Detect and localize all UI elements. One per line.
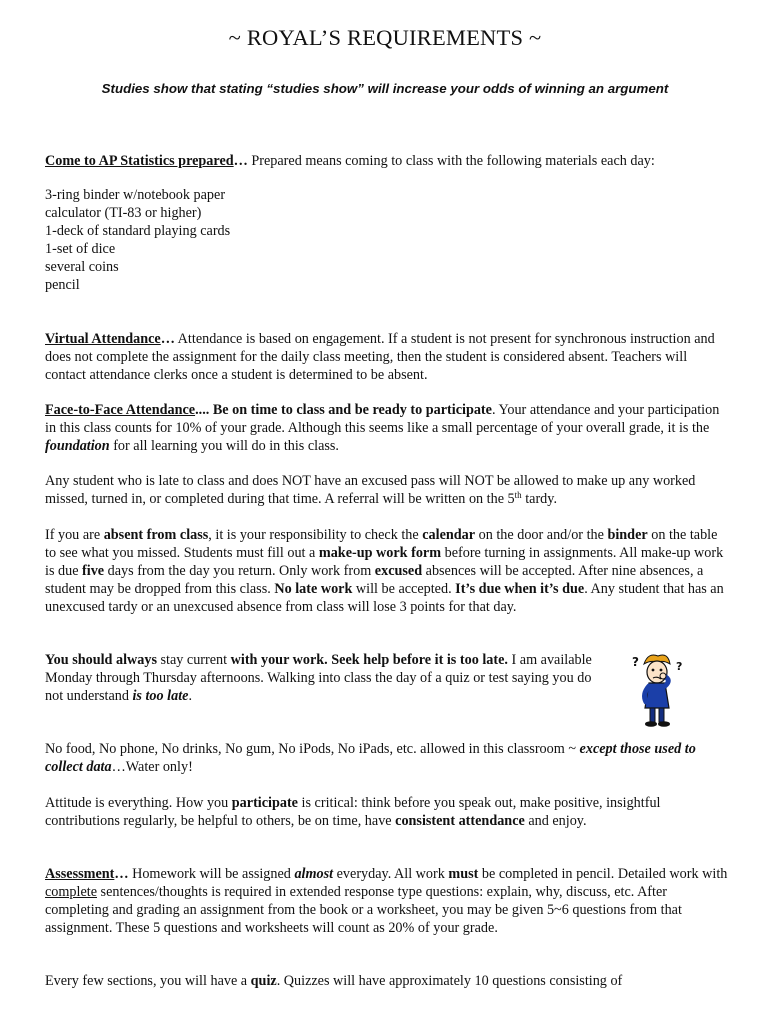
tardy-paragraph: Any student who is late to class and does NOT have an excused pass will NOT be allowed to make up any worked missed, turned in, or completed during that time. A referral will be written on the 5th tardy.: [45, 473, 696, 507]
list-item: 1-set of dice: [45, 241, 116, 257]
prepared-section: [45, 152, 730, 294]
page-subtitle: Studies show that stating “studies show” will increase your odds of winning an argument: [101, 81, 669, 96]
list-item: several coins: [45, 259, 119, 275]
virtual-attendance-paragraph: Virtual Attendance… Attendance is based on engagement. If a student is not present for synchronous instruction and does not complete the assignment for the daily class meeting, then the student is considered absent. Teachers will contact attendance clerks once a student is determined to be absent.: [45, 331, 715, 383]
assessment-heading: Assessment: [45, 866, 115, 882]
absence-paragraph: If you are absent from class, it is your responsibility to check the calendar on the door and/or the binder on the table to see what you missed. Students must fill out a make-up work form before turning in assignments. All make-up work is due five days from the day you return. Only work from excused absences will be accepted. After nine absences, a student may be dropped from this class. No late work will be accepted. It’s due when it’s due. Any student that has an unexcused tardy or an unexcused absence from class will lose 3 points for that day.: [45, 527, 724, 615]
list-item: calculator (TI-83 or higher): [45, 205, 202, 221]
list-item: pencil: [45, 277, 80, 293]
assessment-paragraph: Assessment… Homework will be assigned almost everyday. All work must be completed in pencil. Detailed work with complete sentences/thoughts is required in extended response type questions: explain, why, discuss, etc. After completing and grading an assignment from the book or a worksheet, you may be given 5~6 questions from that assignment. These 5 questions and worksheets will count as 20% of your grade.: [45, 866, 728, 936]
attitude-paragraph: Attitude is everything. How you participate is critical: think before you speak out, make positive, insightful contributions regularly, be helpful to others, be on time, have consistent attendance and enjoy.: [45, 795, 661, 829]
page-title: ~ ROYAL’S REQUIREMENTS ~: [228, 25, 542, 50]
list-item: 3-ring binder w/notebook paper: [45, 187, 226, 203]
virtual-attendance-heading: Virtual Attendance: [45, 331, 161, 347]
confused-thinker-clipart: [624, 650, 690, 730]
face-to-face-heading: Face-to-Face Attendance: [45, 402, 196, 418]
quiz-paragraph: Every few sections, you will have a quiz. Quizzes will have approximately 10 questions consisting of: [45, 973, 623, 989]
materials-list: [45, 186, 730, 294]
classroom-rules-paragraph: No food, No phone, No drinks, No gum, No iPods, No iPads, etc. allowed in this classroom ~ except those used to collect data…Water only!: [45, 741, 696, 775]
prepared-intro: Come to AP Statistics prepared… Prepared means coming to class with the following materials each day:: [45, 153, 655, 169]
prepared-heading: Come to AP Statistics prepared: [45, 153, 234, 169]
face-to-face-paragraph: Face-to-Face Attendance.... Be on time to class and be ready to participate. Your attendance and your participation in this class counts for 10% of your grade. Although this seems like a small percentage of your overall grade, it is the foundation for all learning you will do in this class.: [45, 402, 720, 454]
list-item: 1-deck of standard playing cards: [45, 223, 231, 239]
svg-text:?: ?: [632, 655, 639, 669]
stay-current-paragraph: You should always stay current with your work. Seek help before it is too late. I am available Monday through Thursday afternoons. Walking into class the day of a quiz or test saying you do not understand is too late.: [45, 652, 592, 704]
svg-text:?: ?: [676, 660, 683, 673]
